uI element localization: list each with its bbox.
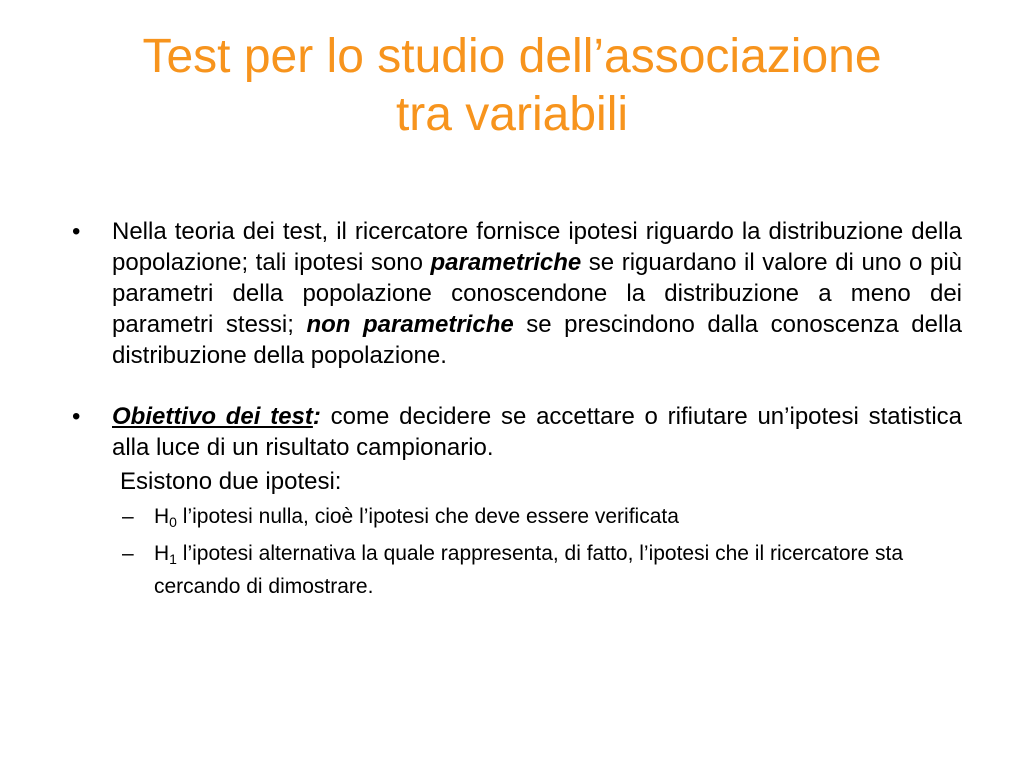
bullet-item-1	[72, 216, 962, 371]
bullet-2-colon: :	[312, 403, 321, 430]
bullet-dot-icon: •	[72, 403, 81, 430]
bullet-1-text-c: se prescindono dalla conoscenza della distribuzione della popolazione.	[112, 311, 962, 369]
hypothesis-symbol-h0	[154, 505, 177, 528]
slide-title	[20, 28, 1004, 144]
dash-bullet-icon: –	[122, 505, 134, 528]
slide-body	[72, 216, 962, 600]
hypothesis-symbol-h1	[154, 542, 177, 565]
dash-bullet-icon: –	[122, 542, 134, 565]
bullet-1-emphasis-non-parametriche: non parametriche	[306, 311, 514, 338]
bullet-dot-icon: •	[72, 218, 81, 245]
sub-item-h0-text: l’ipotesi nulla, cioè l’ipotesi che deve essere verificata	[176, 505, 679, 528]
hypothesis-subscript: 1	[169, 551, 177, 567]
sub-item-h1	[72, 540, 962, 600]
sub-item-h0	[72, 503, 962, 536]
bullet-item-2	[72, 401, 962, 463]
sub-item-h1-text: l’ipotesi alternativa la quale rappresenta, di fatto, l’ipotesi che il ricercatore sta cercando di dimostrare.	[154, 542, 904, 598]
bullet-2-emphasis-obiettivo: Obiettivo dei test	[112, 403, 313, 430]
hypotheses-intro: Esistono due ipotesi:	[120, 468, 342, 495]
bullet-2-text: come decidere se accettare o rifiutare un’ipotesi statistica alla luce di un risultato campionario.	[112, 403, 962, 461]
slide-title-line-2: tra variabili	[395, 88, 629, 141]
slide-title-line-1: Test per lo studio dell’associazione	[142, 30, 882, 83]
hypothesis-letter: H	[154, 505, 170, 528]
bullet-1-emphasis-parametriche: parametriche	[430, 249, 582, 276]
bullet-1-text-b: se riguardano il valore di uno o più parametri della popolazione conoscendone la distribuzione a meno dei parametri stessi;	[112, 249, 962, 338]
hypothesis-subscript: 0	[169, 514, 177, 530]
bullet-1-text-a: Nella teoria dei test, il ricercatore fornisce ipotesi riguardo la distribuzione della popolazione; tali ipotesi sono	[112, 218, 962, 276]
hypothesis-letter: H	[154, 542, 170, 565]
